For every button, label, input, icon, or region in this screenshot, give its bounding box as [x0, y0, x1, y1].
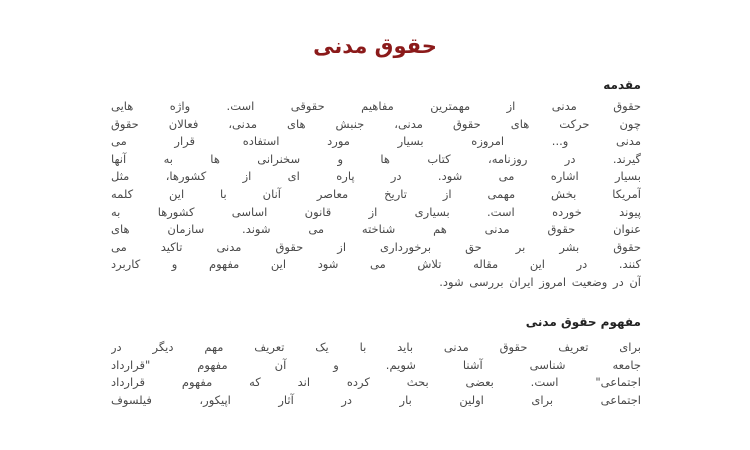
document-title: حقوق مدنی [313, 34, 437, 58]
paragraph-line: آن در وضعیت امروز ایران بررسی شود. [439, 274, 641, 289]
paragraph-line: مدنی و... امروزه بسیار مورد استفاده قرار می [111, 134, 641, 149]
paragraph-line: اجتماعی" است. بعضی بحث کرده اند که مفهوم قرارداد [111, 375, 641, 390]
paragraph-line: حقوق مدنی از مهمترین مفاهیم حقوقی است. واژه هایی [111, 99, 641, 113]
paragraph-line: چون حرکت های حقوق مدنی، جنبش های مدنی، فعالان حقوق [111, 116, 641, 131]
paragraph-line: جامعه شناسی آشنا شویم. و آن مفهوم "قرارداد [111, 357, 641, 372]
paragraph-line: عنوان حقوق مدنی هم شناخته می شوند. سازمان های [111, 222, 641, 237]
paragraph-line: گیرند. در روزنامه، کتاب ها و سخنرانی ها به آنها [111, 151, 641, 166]
paragraph-line: اجتماعی برای اولین بار در آثار اپیکور، فیلسوف [111, 392, 641, 407]
section-heading-introduction: مقدمه [603, 78, 641, 92]
paragraph-line: آمریکا بخش مهمی از تاریخ معاصر آنان با این کلمه [111, 186, 641, 201]
section-paragraph-concept [111, 339, 641, 409]
section-paragraph-introduction [111, 98, 641, 292]
paragraph-line: کنند. در این مقاله تلاش می شود این مفهوم و کاربرد [111, 257, 641, 272]
paragraph-line: برای تعریف حقوق مدنی باید با یک تعریف مهم دیگر در [111, 340, 641, 354]
paragraph-line: حقوق بشر بر حق برخورداری از حقوق مدنی تاکید می [111, 239, 641, 254]
paragraph-line: بسیار اشاره می شود. در پاره ای از کشورها، مثل [111, 169, 641, 184]
paragraph-line: پیوند خورده است. بسیاری از قانون اساسی کشورها به [111, 204, 641, 219]
section-heading-concept: مفهوم حقوق مدنی [525, 315, 641, 329]
